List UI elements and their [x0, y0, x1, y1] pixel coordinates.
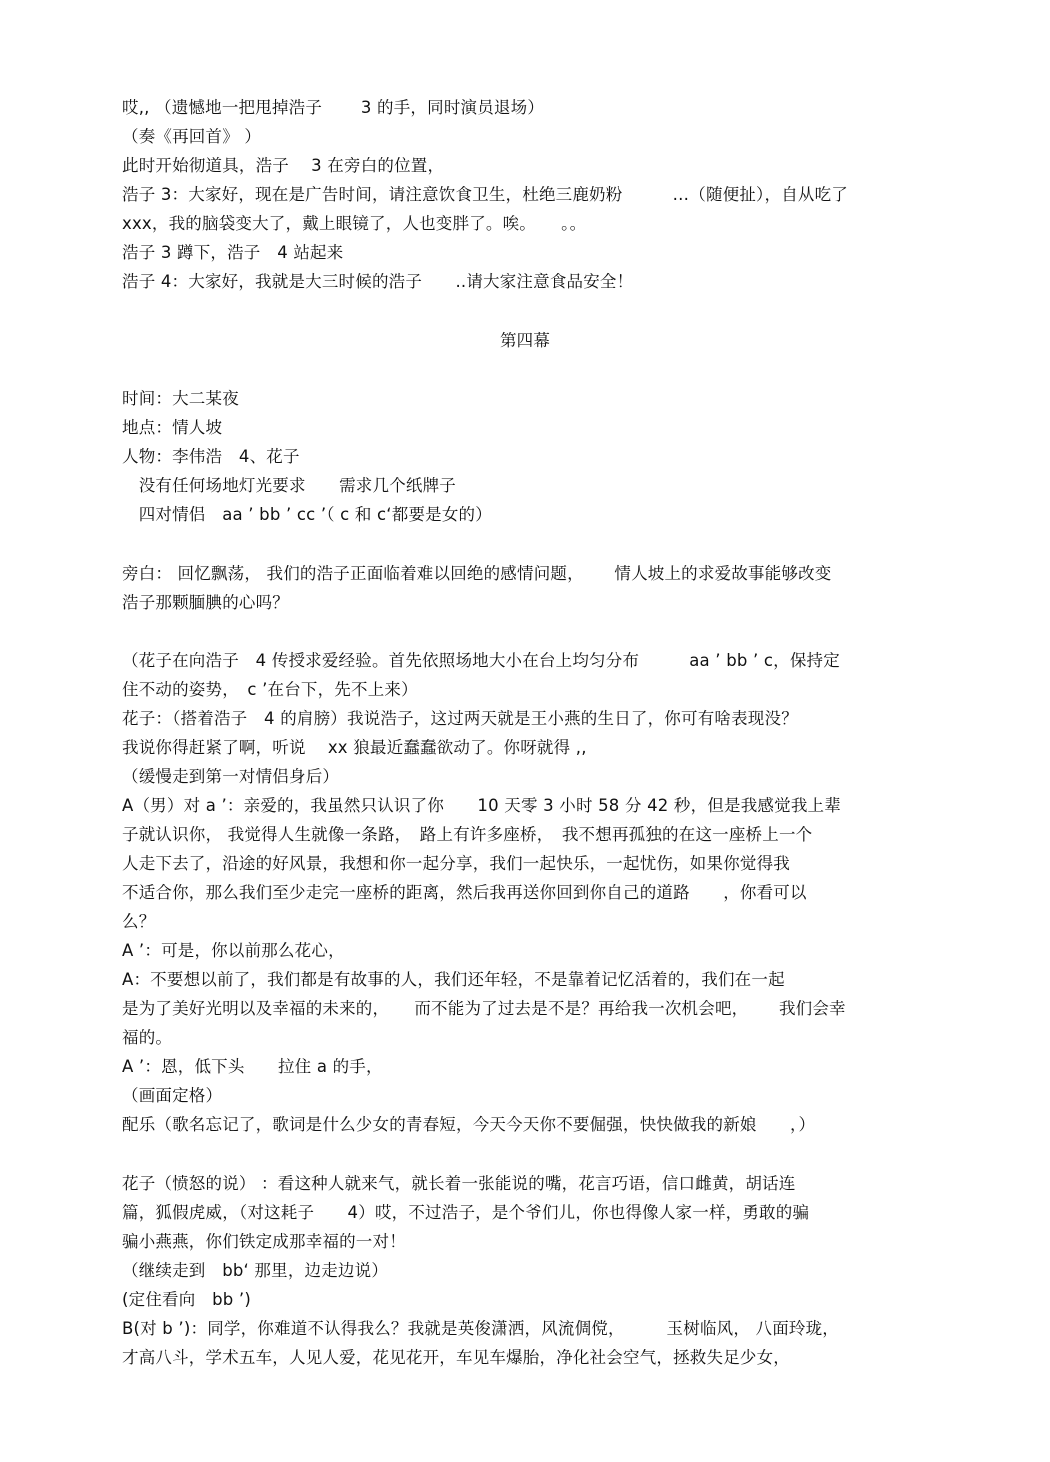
text-line: （画面定格） [122, 1086, 223, 1105]
text-line: （缓慢走到第一对情侣身后） [122, 767, 340, 786]
text-line: （花子在向浩子 4 传授求爱经验。首先依照场地大小在台上均匀分布 aa ’ bb ’ c，保持定 [122, 651, 840, 670]
text-line: （奏《再回首》 ） [122, 127, 262, 146]
text-line: 浩子 3：大家好，现在是广告时间，请注意饮食卫生，杜绝三鹿奶粉 …（随便扯），自从吃了 [122, 185, 848, 204]
text-line: 四对情侣 aa ’ bb ’ cc ’（ c 和 c‘都要是女的） [122, 505, 492, 524]
text-line: A（男）对 a ’：亲爱的，我虽然只认识了你 10 天零 3 小时 58 分 42 秒，但是我感觉我上辈 [122, 796, 841, 815]
text-line: 此时开始彻道具，浩子 3 在旁白的位置， [122, 156, 445, 175]
text-line: 地点：情人坡 [122, 418, 223, 437]
text-line: 花子（愤怒的说） ：看这种人就来气，就长着一张能说的嘴，花言巧语，信口雌黄，胡话连 [122, 1174, 796, 1193]
text-line: 浩子 4：大家好，我就是大三时候的浩子 ..请大家注意食品安全！ [122, 272, 634, 291]
section-heading: 第四幕 [499, 331, 551, 350]
text-line: (定住看向 bb ’) [122, 1290, 252, 1309]
text-line: 福的。 [122, 1028, 173, 1047]
text-line: 住不动的姿势， c ’在台下，先不上来） [122, 680, 418, 699]
text-line: 浩子那颗腼腆的心吗？ [122, 593, 289, 612]
text-line: （继续走到 bb‘ 那里，边走边说） [122, 1261, 389, 1280]
text-line: 才高八斗，学术五车，人见人爱，花见花开，车见车爆胎，净化社会空气，拯救失足少女， [122, 1348, 790, 1367]
text-line: B(对 b ’)：同学，你难道不认得我么？我就是英俊潇洒，风流倜傥， 玉树临风， 八面玲珑， [122, 1319, 839, 1338]
text-line: 篇，狐假虎威，（对这耗子 4）哎，不过浩子，是个爷们儿，你也得像人家一样，勇敢的骗 [122, 1203, 810, 1222]
text-line: 配乐（歌名忘记了，歌词是什么少女的青春短，今天今天你不要倔强，快快做我的新娘 ，） [122, 1115, 816, 1134]
text-line: 浩子 3 蹲下，浩子 4 站起来 [122, 243, 344, 262]
text-line: 不适合你，那么我们至少走完一座桥的距离，然后我再送你回到你自己的道路 ，你看可以 [122, 883, 807, 902]
text-line: 人物：李伟浩 4、花子 [122, 447, 300, 466]
text-line: 么？ [122, 912, 156, 931]
text-line: 是为了美好光明以及幸福的未来的， 而不能为了过去是不是？再给我一次机会吧， 我们会幸 [122, 999, 846, 1018]
text-line: xxx，我的脑袋变大了，戴上眼镜了，人也变胖了。唉。 。。 [122, 214, 587, 233]
text-line: 人走下去了，沿途的好风景，我想和你一起分享，我们一起快乐，一起忧伤，如果你觉得我 [122, 854, 790, 873]
text-line: 旁白： 回忆飘荡， 我们的浩子正面临着难以回绝的感情问题， 情人坡上的求爱故事能够改变 [122, 564, 832, 583]
text-line: 花子：（搭着浩子 4 的肩膀）我说浩子，这过两天就是王小燕的生日了，你可有啥表现没？ [122, 709, 798, 728]
text-line: 骗小燕燕，你们铁定成那幸福的一对！ [122, 1232, 406, 1251]
text-line: 时间：大二某夜 [122, 389, 239, 408]
text-line: 哎,, （遗憾地一把甩掉浩子 3 的手，同时演员退场） [122, 98, 545, 117]
text-line: A：不要想以前了，我们都是有故事的人，我们还年轻，不是靠着记忆活着的，我们在一起 [122, 970, 785, 989]
text-line: 我说你得赶紧了啊，听说 xx 狼最近蠢蠢欲动了。你呀就得 ,, [122, 738, 587, 757]
text-line: A ’：恩，低下头 拉住 a 的手， [122, 1057, 383, 1076]
text-line: A ’：可是，你以前那么花心， [122, 941, 345, 960]
text-line: 子就认识你， 我觉得人生就像一条路， 路上有许多座桥， 我不想再孤独的在这一座桥上一个 [122, 825, 813, 844]
text-line: 没有任何场地灯光要求 需求几个纸牌子 [122, 476, 456, 495]
